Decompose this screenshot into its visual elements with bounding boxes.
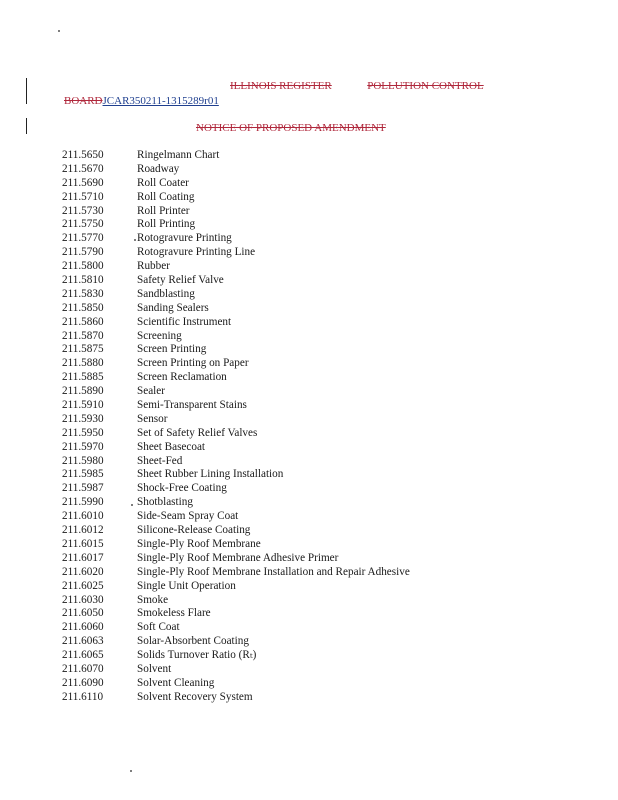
defined-term: Screen Printing bbox=[137, 343, 207, 356]
scan-speck bbox=[58, 30, 60, 32]
section-number: 211.5987 bbox=[62, 482, 104, 495]
definition-row bbox=[62, 357, 410, 371]
defined-term: Smokeless Flare bbox=[137, 607, 211, 620]
defined-term: Set of Safety Relief Valves bbox=[137, 426, 258, 439]
section-number: 211.6012 bbox=[62, 524, 104, 537]
defined-term: Sealer bbox=[137, 385, 165, 398]
section-number: 211.5970 bbox=[62, 440, 104, 453]
definition-row bbox=[62, 635, 410, 649]
definition-row bbox=[62, 274, 410, 288]
defined-term: Solvent Recovery System bbox=[137, 690, 253, 703]
defined-term: Rubber bbox=[137, 260, 170, 273]
definition-row bbox=[62, 621, 410, 635]
defined-term: Silicone-Release Coating bbox=[137, 524, 251, 537]
section-number: 211.5980 bbox=[62, 454, 104, 467]
scan-speck bbox=[134, 239, 136, 241]
register-title: ILLINOIS REGISTER bbox=[230, 80, 332, 92]
defined-term: Safety Relief Valve bbox=[137, 274, 224, 287]
definition-row bbox=[62, 524, 410, 538]
section-number: 211.5850 bbox=[62, 301, 104, 314]
defined-term: Single Unit Operation bbox=[137, 579, 236, 592]
definition-row bbox=[62, 566, 410, 580]
section-number: 211.6020 bbox=[62, 565, 104, 578]
definition-row bbox=[62, 594, 410, 608]
defined-term: Scientific Instrument bbox=[137, 315, 232, 328]
definition-row bbox=[62, 468, 410, 482]
definition-row bbox=[62, 677, 410, 691]
section-number: 211.5985 bbox=[62, 468, 104, 481]
section-number: 211.6110 bbox=[62, 690, 104, 703]
defined-term: Sanding Sealers bbox=[137, 301, 209, 314]
section-number: 211.5830 bbox=[62, 287, 104, 300]
defined-term: Side-Seam Spray Coat bbox=[137, 510, 239, 523]
definition-row bbox=[62, 288, 410, 302]
definition-row bbox=[62, 205, 410, 219]
section-number: 211.6063 bbox=[62, 635, 104, 648]
defined-term: Solids Turnover Ratio (Rₜ) bbox=[137, 649, 257, 662]
definition-row bbox=[62, 343, 410, 357]
definition-row bbox=[62, 691, 410, 705]
definition-row bbox=[62, 371, 410, 385]
defined-term: Smoke bbox=[137, 593, 169, 606]
definition-row bbox=[62, 218, 410, 232]
revision-change-bar bbox=[26, 118, 27, 134]
definition-row bbox=[62, 260, 410, 274]
section-number: 211.5930 bbox=[62, 412, 104, 425]
section-number: 211.5690 bbox=[62, 176, 104, 189]
definition-row bbox=[62, 496, 410, 510]
defined-term: Sensor bbox=[137, 412, 168, 425]
definition-row bbox=[62, 177, 410, 191]
register-header-continued bbox=[64, 95, 219, 107]
section-number: 211.5870 bbox=[62, 329, 104, 342]
definition-row bbox=[62, 580, 410, 594]
definition-row bbox=[62, 607, 410, 621]
notice-title: NOTICE OF PROPOSED AMENDMENT bbox=[196, 122, 386, 134]
defined-term: Shock-Free Coating bbox=[137, 482, 227, 495]
section-number: 211.5730 bbox=[62, 204, 104, 217]
definition-row bbox=[62, 330, 410, 344]
definitions-list bbox=[62, 149, 410, 705]
defined-term: Screen Printing on Paper bbox=[137, 357, 249, 370]
defined-term: Sheet-Fed bbox=[137, 454, 183, 467]
section-number: 211.6030 bbox=[62, 593, 104, 606]
section-number: 211.5875 bbox=[62, 343, 104, 356]
defined-term: Solvent Cleaning bbox=[137, 676, 215, 689]
definition-row bbox=[62, 482, 410, 496]
section-number: 211.5710 bbox=[62, 190, 104, 203]
definition-row bbox=[62, 649, 410, 663]
section-number: 211.6090 bbox=[62, 676, 104, 689]
section-number: 211.6010 bbox=[62, 510, 104, 523]
agency-name: POLLUTION CONTROL bbox=[367, 80, 484, 92]
section-number: 211.6017 bbox=[62, 551, 104, 564]
defined-term: Sheet Rubber Lining Installation bbox=[137, 468, 284, 481]
document-id: JCAR350211-1315289r01 bbox=[102, 95, 219, 107]
defined-term: Soft Coat bbox=[137, 621, 180, 634]
definition-row bbox=[62, 663, 410, 677]
register-header bbox=[230, 80, 484, 92]
section-number: 211.6015 bbox=[62, 537, 104, 550]
definition-row bbox=[62, 455, 410, 469]
defined-term: Screen Reclamation bbox=[137, 371, 227, 384]
section-number: 211.5885 bbox=[62, 371, 104, 384]
section-number: 211.5860 bbox=[62, 315, 104, 328]
definition-row bbox=[62, 413, 410, 427]
section-number: 211.6025 bbox=[62, 579, 104, 592]
definition-row bbox=[62, 232, 410, 246]
section-number: 211.6065 bbox=[62, 649, 104, 662]
definition-row bbox=[62, 149, 410, 163]
definition-row bbox=[62, 538, 410, 552]
section-number: 211.5650 bbox=[62, 149, 104, 161]
definition-row bbox=[62, 441, 410, 455]
defined-term: Shotblasting bbox=[137, 496, 193, 509]
definition-row bbox=[62, 510, 410, 524]
definition-row bbox=[62, 163, 410, 177]
defined-term: Ringelmann Chart bbox=[137, 149, 220, 161]
agency-name-continued: BOARD bbox=[64, 95, 103, 107]
defined-term: Single-Ply Roof Membrane Adhesive Primer bbox=[137, 551, 339, 564]
defined-term: Solar-Absorbent Coating bbox=[137, 635, 249, 648]
definition-row bbox=[62, 246, 410, 260]
defined-term: Rotogravure Printing Line bbox=[137, 246, 256, 259]
section-number: 211.5890 bbox=[62, 385, 104, 398]
defined-term: Solvent bbox=[137, 662, 172, 675]
definition-row bbox=[62, 316, 410, 330]
section-number: 211.5880 bbox=[62, 357, 104, 370]
defined-term: Sandblasting bbox=[137, 287, 195, 300]
definition-row bbox=[62, 385, 410, 399]
defined-term: Single-Ply Roof Membrane Installation and Repair Adhesive bbox=[137, 565, 410, 578]
section-number: 211.5770 bbox=[62, 232, 104, 245]
defined-term: Roll Coater bbox=[137, 176, 189, 189]
defined-term: Rotogravure Printing bbox=[137, 232, 232, 245]
defined-term: Roll Printing bbox=[137, 218, 196, 231]
defined-term: Semi-Transparent Stains bbox=[137, 399, 247, 412]
section-number: 211.5910 bbox=[62, 399, 104, 412]
section-number: 211.6060 bbox=[62, 621, 104, 634]
definition-row bbox=[62, 399, 410, 413]
section-number: 211.5990 bbox=[62, 496, 104, 509]
section-number: 211.6070 bbox=[62, 662, 104, 675]
defined-term: Screening bbox=[137, 329, 182, 342]
definition-row bbox=[62, 302, 410, 316]
definition-row bbox=[62, 427, 410, 441]
section-number: 211.6050 bbox=[62, 607, 104, 620]
section-number: 211.5950 bbox=[62, 426, 104, 439]
defined-term: Sheet Basecoat bbox=[137, 440, 206, 453]
defined-term: Roll Coating bbox=[137, 190, 195, 203]
section-number: 211.5800 bbox=[62, 260, 104, 273]
defined-term: Single-Ply Roof Membrane bbox=[137, 537, 261, 550]
defined-term: Roadway bbox=[137, 162, 180, 175]
definition-row bbox=[62, 191, 410, 205]
definition-row bbox=[62, 552, 410, 566]
revision-change-bar bbox=[26, 78, 27, 104]
section-number: 211.5790 bbox=[62, 246, 104, 259]
section-number: 211.5750 bbox=[62, 218, 104, 231]
scan-speck bbox=[131, 504, 133, 506]
defined-term: Roll Printer bbox=[137, 204, 190, 217]
section-number: 211.5810 bbox=[62, 274, 104, 287]
scan-speck bbox=[130, 770, 132, 772]
section-number: 211.5670 bbox=[62, 162, 104, 175]
